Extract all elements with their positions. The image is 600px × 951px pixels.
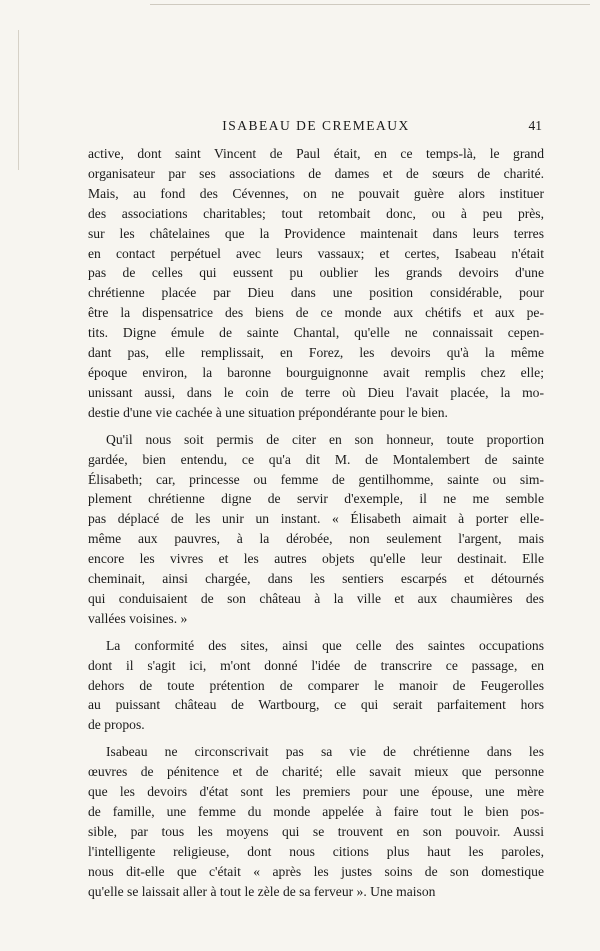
- text-line: vallées voisines. »: [88, 610, 188, 626]
- text-line: au puissant château de Wartbourg, ce qui serait parfaitement hors: [88, 697, 544, 713]
- text-line: Qu'il nous soit permis de citer en son honneur, toute proportion: [106, 431, 544, 447]
- text-line: Élisabeth; car, princesse ou femme de gentilhomme, sainte ou sim-: [88, 471, 544, 487]
- text-line: tits. Digne émule de sainte Chantal, qu'elle ne connaissait cepen-: [88, 325, 544, 341]
- text-line: être la dispensatrice des biens de ce monde aux chétifs et aux pe-: [88, 305, 544, 321]
- text-line: époque environ, la baronne bourguignonne avait remplis chez elle;: [88, 364, 544, 380]
- text-line: cheminait, ainsi chargée, dans les sentiers escarpés et détournés: [88, 571, 544, 587]
- page-edge-line: [150, 4, 590, 5]
- text-line: en contact perpétuel avec leurs vassaux; et certes, Isabeau n'était: [88, 245, 544, 261]
- paragraph: [88, 636, 544, 736]
- text-line: dehors de toute prétention de comparer le manoir de Feugerolles: [88, 677, 544, 693]
- text-line: œuvres de pénitence et de charité; elle savait mieux que personne: [88, 764, 544, 780]
- text-line: dont il s'agit ici, m'ont donné l'idée de transcrire ce passage, en: [88, 657, 544, 673]
- text-line: des associations charitables; tout retombait donc, ou à peu près,: [88, 205, 544, 221]
- text-line: nous dit-elle que c'était « après les justes soins de son domestique: [88, 863, 544, 879]
- text-line: de propos.: [88, 717, 145, 733]
- running-header: [88, 118, 544, 140]
- text-line: sur les châtelaines que la Providence maintenait dans leurs terres: [88, 225, 544, 241]
- text-line: organisateur par ses associations de dames et de sœurs de charité.: [88, 165, 544, 181]
- text-line: qu'elle se laissait aller à tout le zèle de sa ferveur ». Une maison: [88, 883, 436, 899]
- text-line: chrétienne placée par Dieu dans une position considérable, pour: [88, 285, 544, 301]
- text-line: destie d'une vie cachée à une situation prépondérante pour le bien.: [88, 404, 448, 420]
- text-line: Mais, au fond des Cévennes, on ne pouvait guère alors instituer: [88, 185, 544, 201]
- text-line: pas déplacé de les unir un instant. « Élisabeth aimait à porter elle-: [88, 511, 544, 527]
- page-edge-line-left: [18, 30, 19, 170]
- text-line: sible, par tous les moyens qui se trouvent en son pouvoir. Aussi: [88, 823, 544, 839]
- text-line: encore les vivres et les autres objets qu'elle leur destinait. Elle: [88, 551, 544, 567]
- text-line: qui conduisaient de son château à la ville et aux chaumières des: [88, 590, 544, 606]
- paragraph: [88, 742, 544, 901]
- text-line: de famille, une femme du monde appelée à faire tout le bien pos-: [88, 804, 544, 819]
- text-line: que les devoirs d'état sont les premiers pour une épouse, une mère: [88, 784, 544, 800]
- book-page: [88, 118, 544, 909]
- page-number: 41: [528, 118, 542, 133]
- text-line: l'intelligente religieuse, dont nous citions plus haut les paroles,: [88, 843, 544, 859]
- text-line: même aux pauvres, à la dérobée, non seulement l'argent, mais: [88, 531, 544, 547]
- running-title: ISABEAU DE CREMEAUX: [222, 118, 410, 133]
- text-line: plement chrétienne digne de servir d'exemple, il ne me semble: [88, 491, 544, 507]
- text-line: La conformité des sites, ainsi que celle des saintes occupations: [106, 637, 544, 653]
- text-line: active, dont saint Vincent de Paul était, en ce temps-là, le grand: [88, 146, 544, 161]
- text-line: unissant aussi, dans le coin de terre où Dieu l'avait placée, la mo-: [88, 384, 544, 400]
- paragraph: [88, 430, 544, 629]
- text-line: pas de celles qui eussent pu oublier les grands devoirs d'une: [88, 265, 544, 281]
- text-line: dant pas, elle remplissait, en Forez, les devoirs qu'à la même: [88, 345, 544, 361]
- text-line: gardée, bien entendu, ce qu'a dit M. de Montalembert de sainte: [88, 451, 544, 467]
- page-body: [88, 144, 544, 902]
- text-line: Isabeau ne circonscrivait pas sa vie de chrétienne dans les: [106, 744, 544, 760]
- paragraph: [88, 144, 544, 423]
